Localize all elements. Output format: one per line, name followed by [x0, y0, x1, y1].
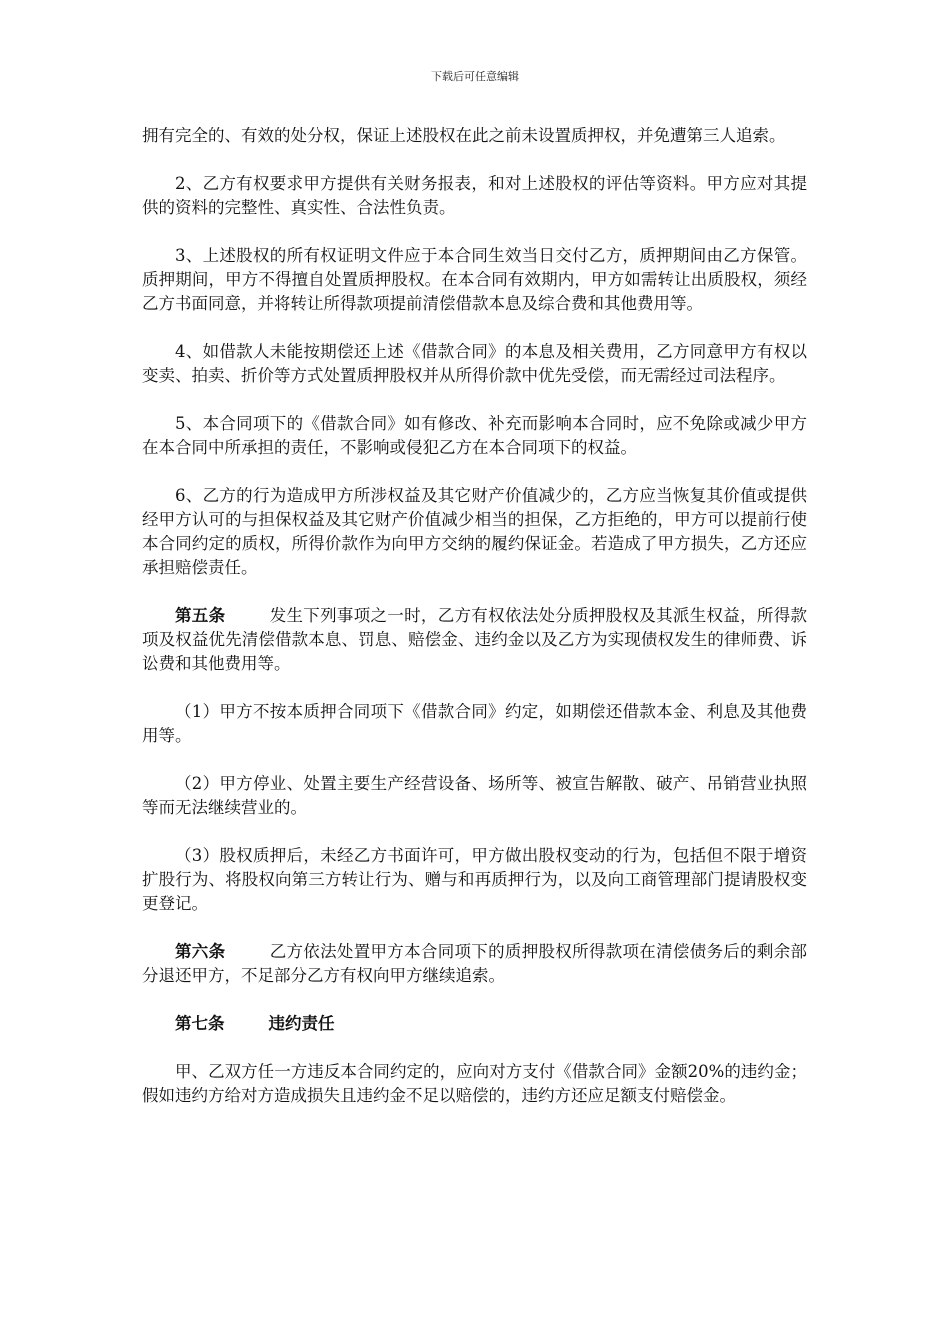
article-5-item-2: （2）甲方停业、处置主要生产经营设备、场所等、被宣告解散、破产、吊销营业执照等而无法继续营业的。: [142, 774, 807, 817]
page-header-note: 下载后可任意编辑: [431, 70, 519, 83]
article-5-title: 第五条: [175, 606, 226, 625]
article-6-text: 乙方依法处置甲方本合同项下的质押股权所得款项在清偿债务后的剩余部分退还甲方，不足部分乙方有权向甲方继续追索。: [142, 942, 808, 985]
article-6: [142, 940, 807, 988]
article-7-title: 第七条: [175, 1014, 225, 1033]
clause-6: 6、乙方的行为造成甲方所涉权益及其它财产价值减少的，乙方应当恢复其价值或提供经甲方认可的与担保权益及其它财产价值减少相当的担保，乙方拒绝的，甲方可以提前行使本合同约定的质权，所得价款作为向甲方交纳的履约保证金。若造成了甲方损失，乙方还应承担赔偿责任。: [142, 486, 807, 577]
article-5-text: 发生下列事项之一时，乙方有权依法处分质押股权及其派生权益，所得款项及权益优先清偿借款本息、罚息、赔偿金、违约金以及乙方为实现债权发生的律师费、诉讼费和其他费用等。: [142, 606, 808, 673]
clause-4: 4、如借款人未能按期偿还上述《借款合同》的本息及相关费用，乙方同意甲方有权以变卖、拍卖、折价等方式处置质押股权并从所得价款中优先受偿，而无需经过司法程序。: [142, 342, 807, 385]
clause-3: 3、上述股权的所有权证明文件应于本合同生效当日交付乙方，质押期间由乙方保管。质押期间，甲方不得擅自处置质押股权。在本合同有效期内，甲方如需转让出质股权，须经乙方书面同意，并将转让所得款项提前清偿借款本息及综合费和其他费用等。: [142, 246, 807, 313]
article-7-heading: 违约责任: [268, 1014, 335, 1033]
article-5-item-1: （1）甲方不按本质押合同项下《借款合同》约定，如期偿还借款本金、利息及其他费用等。: [142, 702, 807, 745]
article-5-item-3: （3）股权质押后，未经乙方书面许可，甲方做出股权变动的行为，包括但不限于增资扩股行为、将股权向第三方转让行为、赠与和再质押行为，以及向工商管理部门提请股权变更登记。: [142, 846, 807, 913]
article-7-heading-line: [142, 1012, 807, 1036]
paragraph-continuation: 拥有完全的、有效的处分权，保证上述股权在此之前未设置质押权，并免遭第三人追索。: [142, 126, 786, 145]
clause-2: 2、乙方有权要求甲方提供有关财务报表，和对上述股权的评估等资料。甲方应对其提供的资料的完整性、真实性、合法性负责。: [142, 174, 807, 217]
article-5: [142, 604, 807, 676]
document-body: [142, 124, 807, 1108]
article-6-title: 第六条: [175, 942, 226, 961]
article-7-text: 甲、乙双方任一方违反本合同约定的，应向对方支付《借款合同》金额20%的违约金；假如违约方给对方造成损失且违约金不足以赔偿的，违约方还应足额支付赔偿金。: [142, 1062, 807, 1105]
clause-5: 5、本合同项下的《借款合同》如有修改、补充而影响本合同时，应不免除或减少甲方在本合同中所承担的责任，不影响或侵犯乙方在本合同项下的权益。: [142, 414, 807, 457]
